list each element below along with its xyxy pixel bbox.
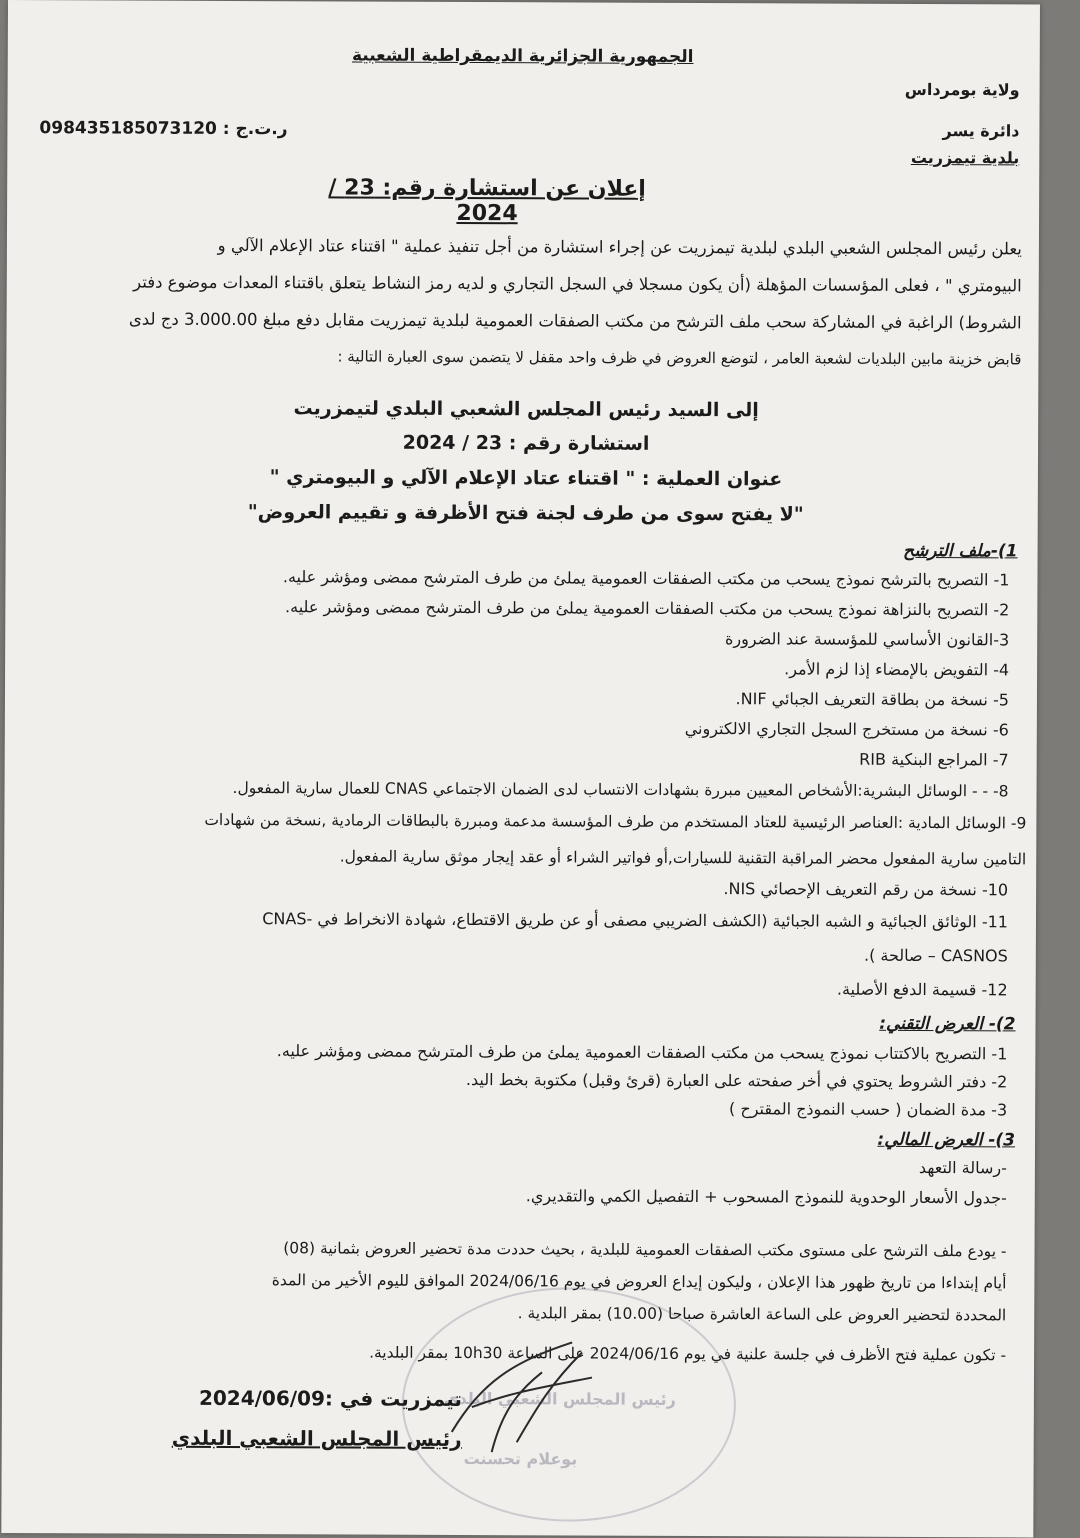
section1-item: 7- المراجع البنكية RIB	[859, 749, 1009, 770]
section2-heading: 2)- العرض التقني:	[879, 1013, 1016, 1035]
stamp-text: بوعلام تحسنت	[463, 1449, 578, 1469]
section1-item: 2- التصريح بالنزاهة نموذج يسحب من مكتب الصفقات العمومية يملئ من طرف المترشح ممضى ومؤشر عليه.	[285, 597, 1010, 620]
section1-item: 6- نسخة من مستخرج السجل التجاري الالكتروني	[684, 718, 1009, 740]
section1-item-continued: CASNOS – صالحة ).	[863, 945, 1008, 966]
deposit-line: أيام إبتداءا من تاريخ ظهور هذا الإعلان ، وليكون إيداع العروض في يوم 2024/06/16 الموافق لليوم الأخير من المدة	[271, 1271, 1007, 1293]
intro-paragraph	[46, 226, 1022, 378]
section1-item: 3-القانون الأساسي للمؤسسة عند الضرورة	[724, 629, 1010, 650]
section1-heading: 1)-ملف الترشح	[902, 540, 1018, 562]
rtj-label: ر.ت.ج :	[222, 118, 288, 140]
republic-title: الجمهورية الجزائرية الديمقراطية الشعبية	[351, 45, 694, 67]
section1-item-continued: التامين سارية المفعول محضر المراقبة التقنية للسيارات,أو فواتير الشراء أو عقد إيجار موثق سارية المفعول.	[339, 847, 1027, 869]
section1-item: 5- نسخة من بطاقة التعريف الجبائي NIF.	[735, 689, 1009, 710]
opening-line: - تكون عملية فتح الأظرف في جلسة علنية في يوم 2024/06/16 على الساعة 10h30 بمقر البلدية.	[369, 1343, 1007, 1365]
intro-line: البيومتري " ، فعلى المؤسسات المؤهلة (أن يكون مسجلا في السجل التجاري و لديه رمز النشاط يتعلق باقتناء المعدات موضوع دفتر	[133, 272, 1022, 296]
commune-label: بلدية تيمزريت	[910, 147, 1020, 168]
deposit-line: - يودع ملف الترشح على مستوى مكتب الصفقات العمومية للبلدية ، بحيث حددت مدة تحضير العروض بثمانية (08)	[283, 1239, 1007, 1261]
intro-line: يعلن رئيس المجلس الشعبي البلدي لبلدية تيمزريت عن إجراء استشارة من أجل تنفيذ عملية " اقتناء عتاد الإعلام الآلي و	[217, 235, 1022, 259]
daira-label: دائرة يسر	[942, 121, 1020, 141]
section2-item: 3- مدة الضمان ( حسب النموذج المقترح )	[729, 1099, 1008, 1120]
envelope-operation: عنوان العملية : " اقتناء عتاد الإعلام الآلي و البيومتري "	[269, 466, 783, 491]
section3-item: -رسالة التعهد	[918, 1157, 1007, 1178]
envelope-addressee: إلى السيد رئيس المجلس الشعبي البلدي لتيمزريت	[293, 397, 759, 422]
stamp-text: رئيس المجلس الشعبي البلدي	[443, 1388, 676, 1409]
rtj-number: 098435185073120	[39, 118, 217, 139]
section1-item: 10- نسخة من رقم التعريف الإحصائي NIS.	[723, 879, 1009, 900]
section3-item: -جدول الأسعار الوحدوية للنموذج المسحوب + التفصيل الكمي والتقديري.	[525, 1186, 1007, 1208]
deposit-line: المحددة لتحضير العروض على الساعة العاشرة صباحا (10.00) بمقر البلدية .	[517, 1304, 1007, 1325]
envelope-notice: "لا يفتح سوى من طرف لجنة فتح الأظرفة و تقييم العروض"	[247, 501, 804, 526]
section1-item: 8- - - الوسائل البشرية:الأشخاص المعيين مبررة بشهادات الانتساب لدى الضمان الاجتماعي CNAS للعمال سارية المفعول.	[232, 778, 1009, 801]
section2-item: 2- دفتر الشروط يحتوي في أخر صفحته على العبارة (قرئ وقبل) مكتوبة بخط اليد.	[465, 1070, 1008, 1092]
rtj-reference	[39, 118, 287, 139]
section1-item: 9- الوسائل المادية :العناصر الرئيسية للعتاد المستخدم من طرف المؤسسة مدعمة ومبررة بالبطاقات الرمادية ,نسخة من شهادات	[204, 810, 1027, 833]
document-page	[1, 0, 1040, 1537]
envelope-consult-number: استشارة رقم : 23 / 2024	[402, 431, 650, 455]
section2-item: 1- التصريح بالاكتتاب نموذج يسحب من مكتب الصفقات العمومية يملئ من طرف المترشح ممضى ومؤشر عليه.	[276, 1041, 1008, 1064]
announcement-title: إعلان عن استشارة رقم: 23 / 2024	[328, 175, 646, 227]
section1-item: 1- التصريح بالترشح نموذج يسحب من مكتب الصفقات العمومية يملئ من طرف المترشح ممضى ومؤشر عليه.	[282, 567, 1010, 590]
section1-item: 4- التفويض بالإمضاء إذا لزم الأمر.	[784, 659, 1010, 680]
intro-line: قابض خزينة مابين البلديات لشعبة العامر ، لتوضع العروض في ظرف واحد مقفل لا يتضمن سوى العبارة التالية :	[337, 347, 1022, 369]
section3-heading: 3)- العرض المالي:	[877, 1129, 1016, 1151]
signature-place-date: تيمزريت في :2024/06/09	[198, 1385, 462, 1411]
signature-signer: رئيس المجلس الشعبي البلدي	[171, 1425, 462, 1451]
section1-item: 12- قسيمة الدفع الأصلية.	[836, 979, 1008, 1000]
intro-line: الشروط) الراغبة في المشاركة سحب ملف الترشح من مكتب الصفقات العمومية لبلدية تيمزريت مقابل دفع مبلغ 3.000.00 دج لدى	[128, 309, 1022, 333]
section1-item: 11- الوثائق الجبائية و الشبه الجبائية (الكشف الضريبي مصفى أو عن طريق الاقتطاع، شهادة الانخراط في -CNAS	[262, 909, 1009, 932]
wilaya-label: ولاية بومرداس	[904, 79, 1020, 100]
signature-block	[152, 1386, 462, 1451]
